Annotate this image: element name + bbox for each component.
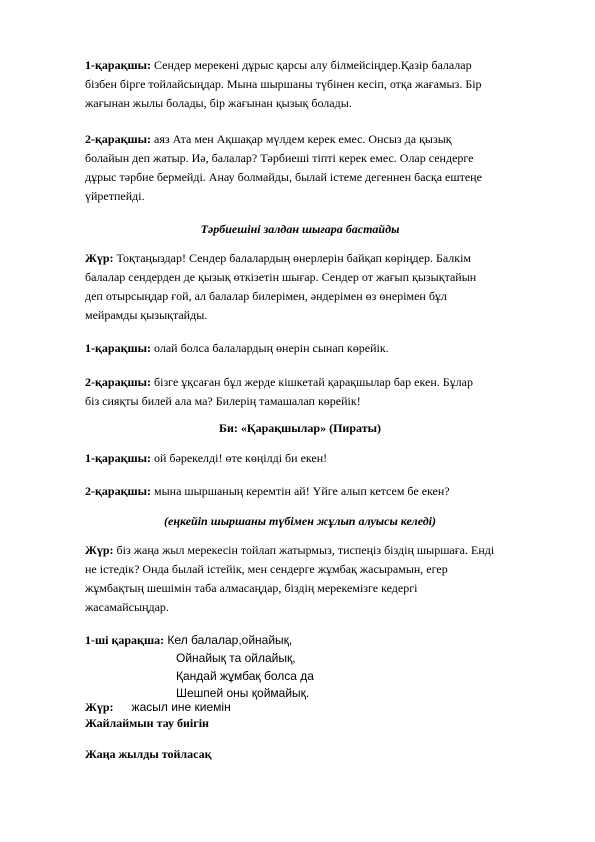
dance-heading: Би: «Қарақшылар» (Пираты) [219, 421, 381, 435]
poem-line-3: Қандай жұмбақ болса да [176, 669, 314, 683]
dialogue-text: олай болса балалардың өнерін сынап көрейік. [151, 341, 389, 355]
dialogue-text: бізге ұқсаған бұл жерде кішкетай қарақшылар бар екен. Бұлар [151, 375, 473, 389]
speaker-label: 1-ші қарақша: [85, 633, 165, 647]
riddle-line-2: Жайлаймын тау биігін [85, 716, 209, 730]
dialogue-text: Сендер мерекені дұрыс қарсы алу білмейсіңдер.Қазір балалар [151, 58, 472, 72]
dialogue-text: үйретпейді. [85, 189, 145, 203]
dialogue-paragraph-4 [85, 339, 515, 358]
speaker-label: 2-қарақшы: [85, 375, 151, 389]
dialogue-text: жұмбақтың шешімін таба алмасаңдар, біздің мерекемізге кедергі [85, 581, 418, 595]
speaker-label: Жүр: [85, 251, 114, 265]
dialogue-text: біз сияқты билей ала ма? Билерің тамашалап көрейік! [85, 394, 361, 408]
dialogue-paragraph-8 [85, 541, 515, 617]
dialogue-text: мына шыршаның керемтін ай! Үйге алып кетсем бе екен? [151, 484, 450, 498]
stage-heading: Тәрбиешіні залдан шығара бастайды [200, 222, 400, 236]
speaker-label: 1-қарақшы: [85, 341, 151, 355]
dialogue-paragraph-2 [85, 130, 515, 206]
dialogue-text: аяз Ата мен Ақшақар мүлдем керек емес. Онсыз да қызық [151, 132, 452, 146]
dialogue-text: болайын деп жатыр. Иә, балалар? Тәрбиеші тіпті керек емес. Олар сендерге [85, 151, 474, 165]
speaker-label: 2-қарақшы: [85, 484, 151, 498]
stage-direction: (еңкейіп шыршаны түбімен жұлып алуысы келеді) [164, 514, 436, 528]
dialogue-text: бізбен бірге тойлайсыңдар. Мына шыршаны түбінен кесіп, отқа жағамыз. Бір [85, 77, 482, 91]
speaker-label: 1-қарақшы: [85, 451, 151, 465]
dialogue-text: біз жаңа жыл мерекесін тойлап жатырмыз, тиспеңіз біздің шыршаға. Енді [113, 543, 495, 557]
dialogue-text: жасамайсыңдар. [85, 600, 169, 614]
poem-line-4: Шешпей оны қоймайық. [176, 686, 310, 700]
dialogue-paragraph-6 [85, 449, 515, 468]
dialogue-text: деп отырсыңдар ғой, ал балалар билерімен, әндерімен өз өнерімен бұл [85, 289, 447, 303]
dialogue-text: мейрамды қызықтайды. [85, 308, 208, 322]
dialogue-text: не істедік? Онда былай істейік, мен сендерге жұмбақ жасырамын, егер [85, 562, 448, 576]
dialogue-text: балалар сендерден де қызық өткізетін шығар. Сендер от жағып қызықтайын [85, 270, 477, 284]
dialogue-paragraph-5 [85, 373, 515, 411]
dialogue-text: ой бәрекелді! өте көңілді би екен! [151, 451, 328, 465]
speaker-label: Жүр: [85, 543, 114, 557]
dialogue-paragraph-1 [85, 56, 515, 113]
poem-line-2: Ойнайық та ойлайық, [176, 651, 296, 665]
dialogue-paragraph-3 [85, 249, 515, 325]
speaker-label: 2-қарақшы: [85, 132, 151, 146]
poem-text: Кел балалар,ойнайық, [164, 633, 293, 647]
riddle-line-3: Жаңа жылды тойласақ [85, 747, 212, 761]
dialogue-text: жағынан жылы болады, бір жағынан қызық болады. [85, 96, 352, 110]
riddle-text: жасыл ине киемін [131, 700, 231, 714]
dialogue-text: дұрыс тәрбие бермейді. Анау болмайды, былай істеме дегеннен басқа ештеңе [85, 170, 482, 184]
dialogue-paragraph-7 [85, 482, 515, 501]
speaker-label: 1-қарақшы: [85, 58, 151, 72]
poem-line-1 [85, 631, 292, 650]
speaker-label: Жүр: [85, 700, 114, 714]
dialogue-text: Тоқтаңыздар! Сендер балалардың өнерлерін байқап көріңдер. Балкім [113, 251, 472, 265]
